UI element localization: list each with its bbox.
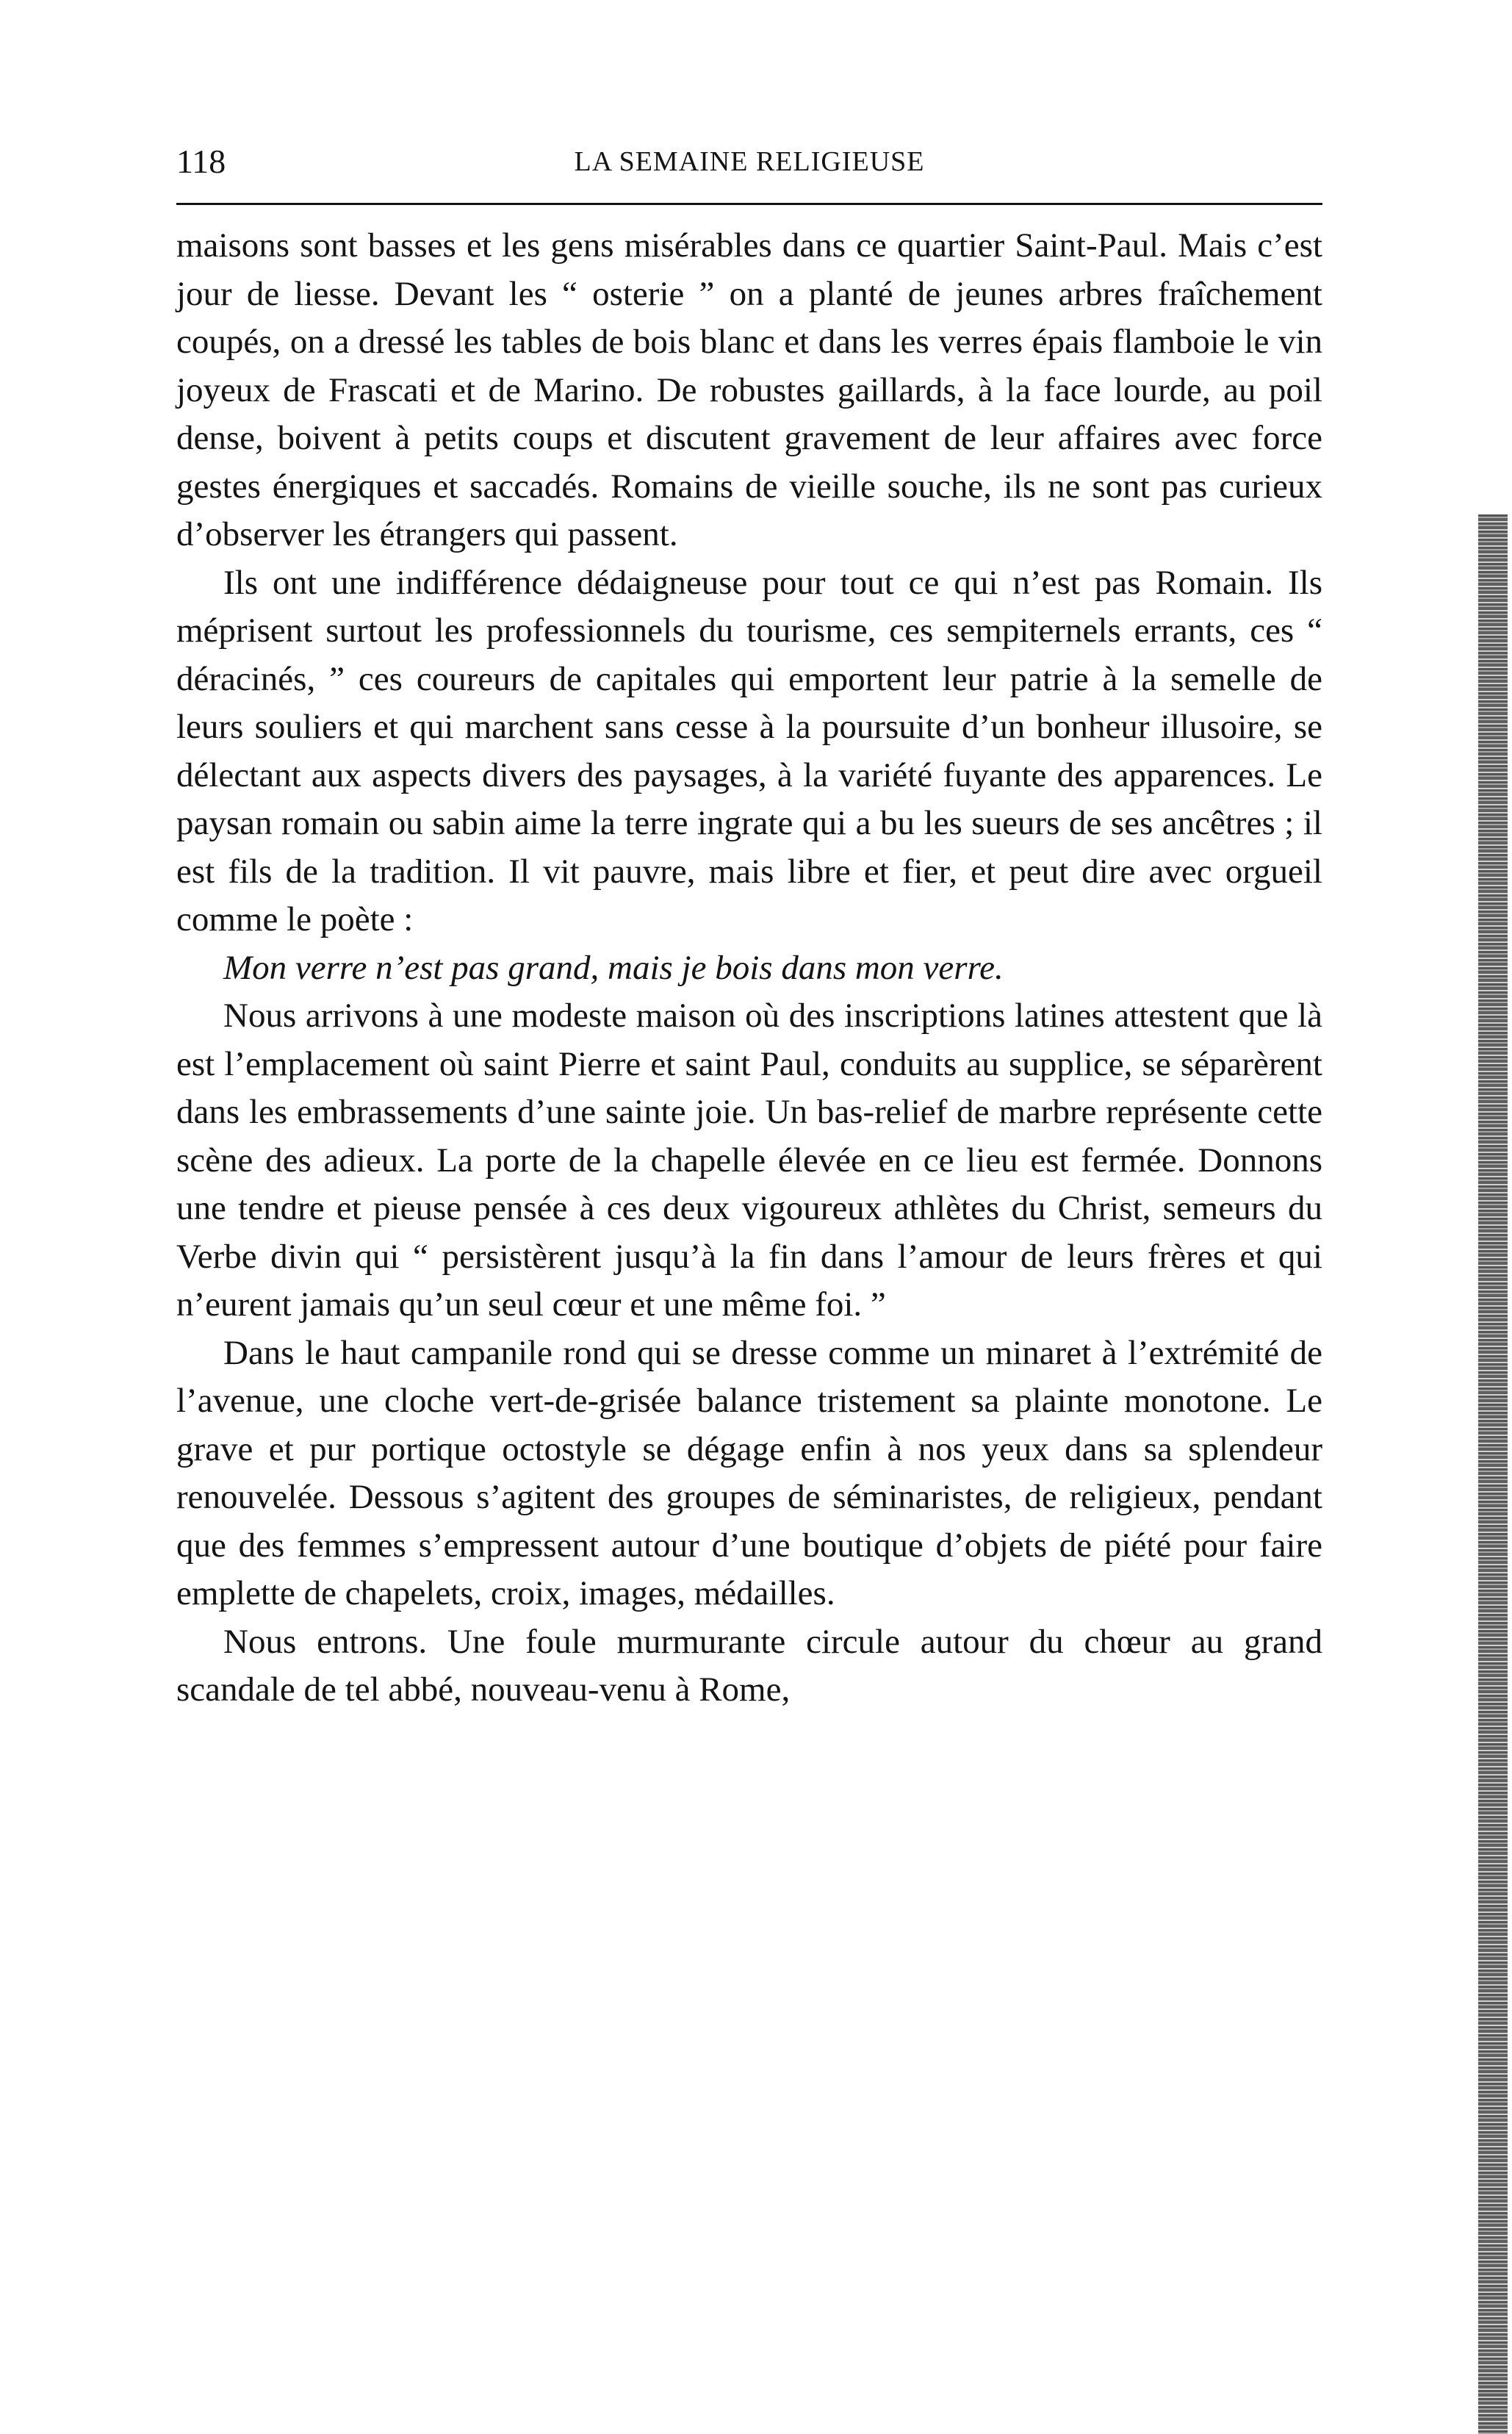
verse-quotation: Mon verre n’est pas grand, mais je bois dans mon verre. [223, 948, 1004, 987]
paragraph-3: Nous arrivons à une modeste maison où des inscriptions latines attestent que là est l’emplacement où saint Pierre et saint Paul, conduits au supplice, se séparèrent dans les embrassements d’une sainte joie. Un bas-relief de marbre représente cette scène des adieux. La porte de la chapelle élevée en ce lieu est fermée. Donnons une tendre et pieuse pensée à ces deux vigoureux athlètes du Christ, semeurs du Verbe divin qui “ persistèrent jusqu’à la fin dans l’amour de leurs frères et qui n’eurent jamais qu’un seul cœur et une même foi. ” [176, 997, 1322, 1324]
page-edge-scan-artifact [1478, 514, 1508, 2434]
paragraph-5: Nous entrons. Une foule murmurante circule autour du chœur au grand scandale de tel abbé, nouveau-venu à Rome, [176, 1622, 1322, 1709]
paragraph-4: Dans le haut campanile rond qui se dresse comme un minaret à l’extrémité de l’avenue, une cloche vert-de-grisée balance tristement sa plainte monotone. Le grave et pur portique octostyle se dégage enfin à nos yeux dans sa splendeur renouvelée. Dessous s’agitent des groupes de séminaristes, de religieux, pendant que des femmes s’empressent autour d’une boutique d’objets de piété pour faire emplette de chapelets, croix, images, médailles. [176, 1333, 1322, 1612]
body-text [176, 222, 1322, 1715]
header-rule [176, 203, 1322, 205]
paragraph-1: maisons sont basses et les gens misérables dans ce quartier Saint-Paul. Mais c’est jour de liesse. Devant les “ osterie ” on a planté de jeunes arbres fraîchement coupés, on a dressé les tables de bois blanc et dans les verres épais flamboie le vin joyeux de Frascati et de Marino. De robustes gaillards, à la face lourde, au poil dense, boivent à petits coups et discutent gravement de leur affaires avec force gestes énergiques et saccadés. Romains de vieille souche, ils ne sont pas curieux d’observer les étrangers qui passent. [176, 226, 1322, 553]
page-header [176, 140, 1322, 191]
running-title: LA SEMAINE RELIGIEUSE [574, 146, 925, 177]
paragraph-2: Ils ont une indifférence dédaigneuse pour tout ce qui n’est pas Romain. Ils méprisent surtout les professionnels du tourisme, ces sempiternels errants, ces “ déracinés, ” ces coureurs de capitales qui emportent leur patrie à la semelle de leurs souliers et qui marchent sans cesse à la poursuite d’un bonheur illusoire, se délectant aux aspects divers des paysages, à la variété fuyante des apparences. Le paysan romain ou sabin aime la terre ingrate qui a bu les sueurs de ses ancêtres ; il est fils de la tradition. Il vit pauvre, mais libre et fier, et peut dire avec orgueil comme le poète : [176, 563, 1322, 938]
page-number: 118 [176, 143, 226, 180]
